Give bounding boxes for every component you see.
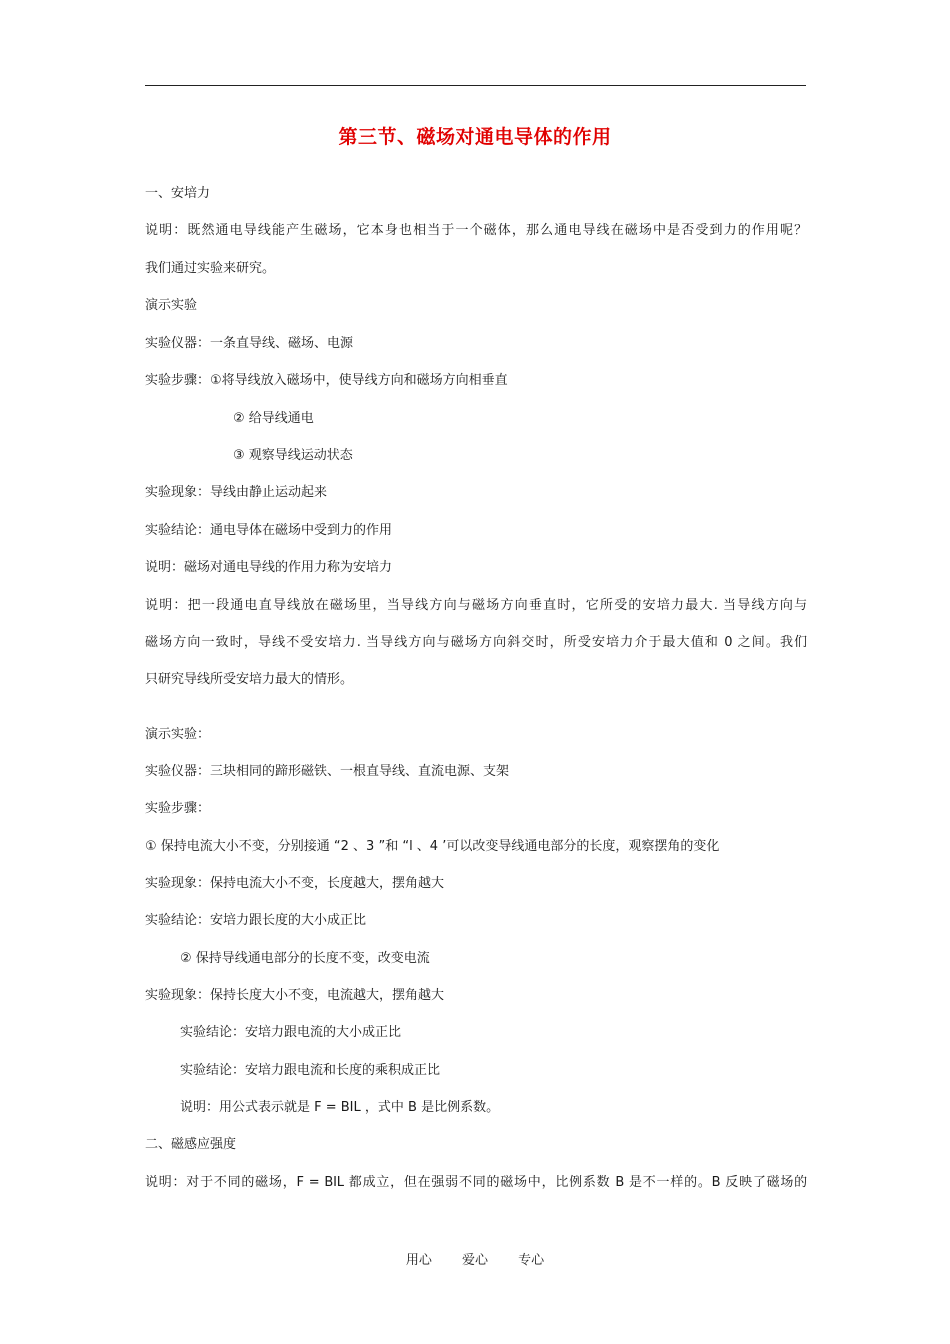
paragraph-line: 实验现象：保持电流大小不变，长度越大，摆角越大 — [145, 876, 445, 891]
step-item: ② 保持导线通电部分的长度不变，改变电流 — [180, 951, 430, 966]
paragraph-line: 实验结论：安培力跟长度的大小成正比 — [145, 913, 367, 928]
footer-text: 爱心 — [461, 1253, 488, 1268]
paragraph-line: 只研究导线所受安培力最大的情形。 — [145, 672, 354, 687]
paragraph-line: 实验结论：安培力跟电流的大小成正比 — [180, 1025, 402, 1040]
paragraph-line: 说明：用公式表示就是 F = BIL ，式中 B 是比例系数。 — [180, 1100, 500, 1115]
paragraph-line: 演示实验 — [145, 298, 198, 313]
paragraph-line: 实验步骤：①将导线放入磁场中，使导线方向和磁场方向相垂直 — [145, 373, 508, 388]
paragraph-line: 说明：把一段通电直导线放在磁场里，当导线方向与磁场方向垂直时，它所受的安培力最大. 当导线方向与 — [145, 598, 807, 613]
paragraph-line: 说明：既然通电导线能产生磁场，它本身也相当于一个磁体，那么通电导线在磁场中是否受到力的作用呢？ — [145, 223, 807, 238]
paragraph-line: 实验结论：安培力跟电流和长度的乘积成正比 — [180, 1063, 441, 1078]
footer-text: 用心 — [405, 1253, 432, 1268]
paragraph-line: 实验现象：导线由静止运动起来 — [145, 485, 328, 500]
paragraph-line: 磁场方向一致时，导线不受安培力. 当导线方向与磁场方向斜交时，所受安培力介于最大值和 0 之间。我们 — [145, 635, 807, 650]
section-heading-ampere-force: 一、安培力 — [145, 186, 211, 201]
paragraph-line: 说明：磁场对通电导线的作用力称为安培力 — [145, 560, 393, 575]
page-footer — [0, 1249, 950, 1268]
paragraph-line: 实验仪器：三块相同的蹄形磁铁、一根直导线、直流电源、支架 — [145, 764, 510, 779]
section-heading-magnetic-induction: 二、磁感应强度 — [145, 1137, 237, 1152]
paragraph-line: 实验仪器：一条直导线、磁场、电源 — [145, 336, 354, 351]
paragraph-line: 实验结论：通电导体在磁场中受到力的作用 — [145, 523, 393, 538]
footer-text: 专心 — [518, 1253, 545, 1268]
header-rule — [145, 85, 806, 86]
step-item: ② 给导线通电 — [233, 411, 314, 426]
paragraph-line: 演示实验： — [145, 727, 211, 742]
paragraph-line: 说明：对于不同的磁场，F = BIL 都成立，但在强弱不同的磁场中，比例系数 B 是不一样的。B 反映了磁场的 — [145, 1175, 807, 1190]
paragraph-line: 实验步骤： — [145, 801, 211, 816]
paragraph-line: 我们通过实验来研究。 — [145, 261, 276, 276]
paragraph-line: 实验现象：保持长度大小不变，电流越大，摆角越大 — [145, 988, 445, 1003]
page-title: 第三节、磁场对通电导体的作用 — [338, 126, 612, 148]
paragraph-line: ① 保持电流大小不变，分别接通 “2 、3 ”和 “l 、4 ’可以改变导线通电部分的长度，观察摆角的变化 — [145, 839, 720, 854]
step-item: ③ 观察导线运动状态 — [233, 448, 353, 463]
